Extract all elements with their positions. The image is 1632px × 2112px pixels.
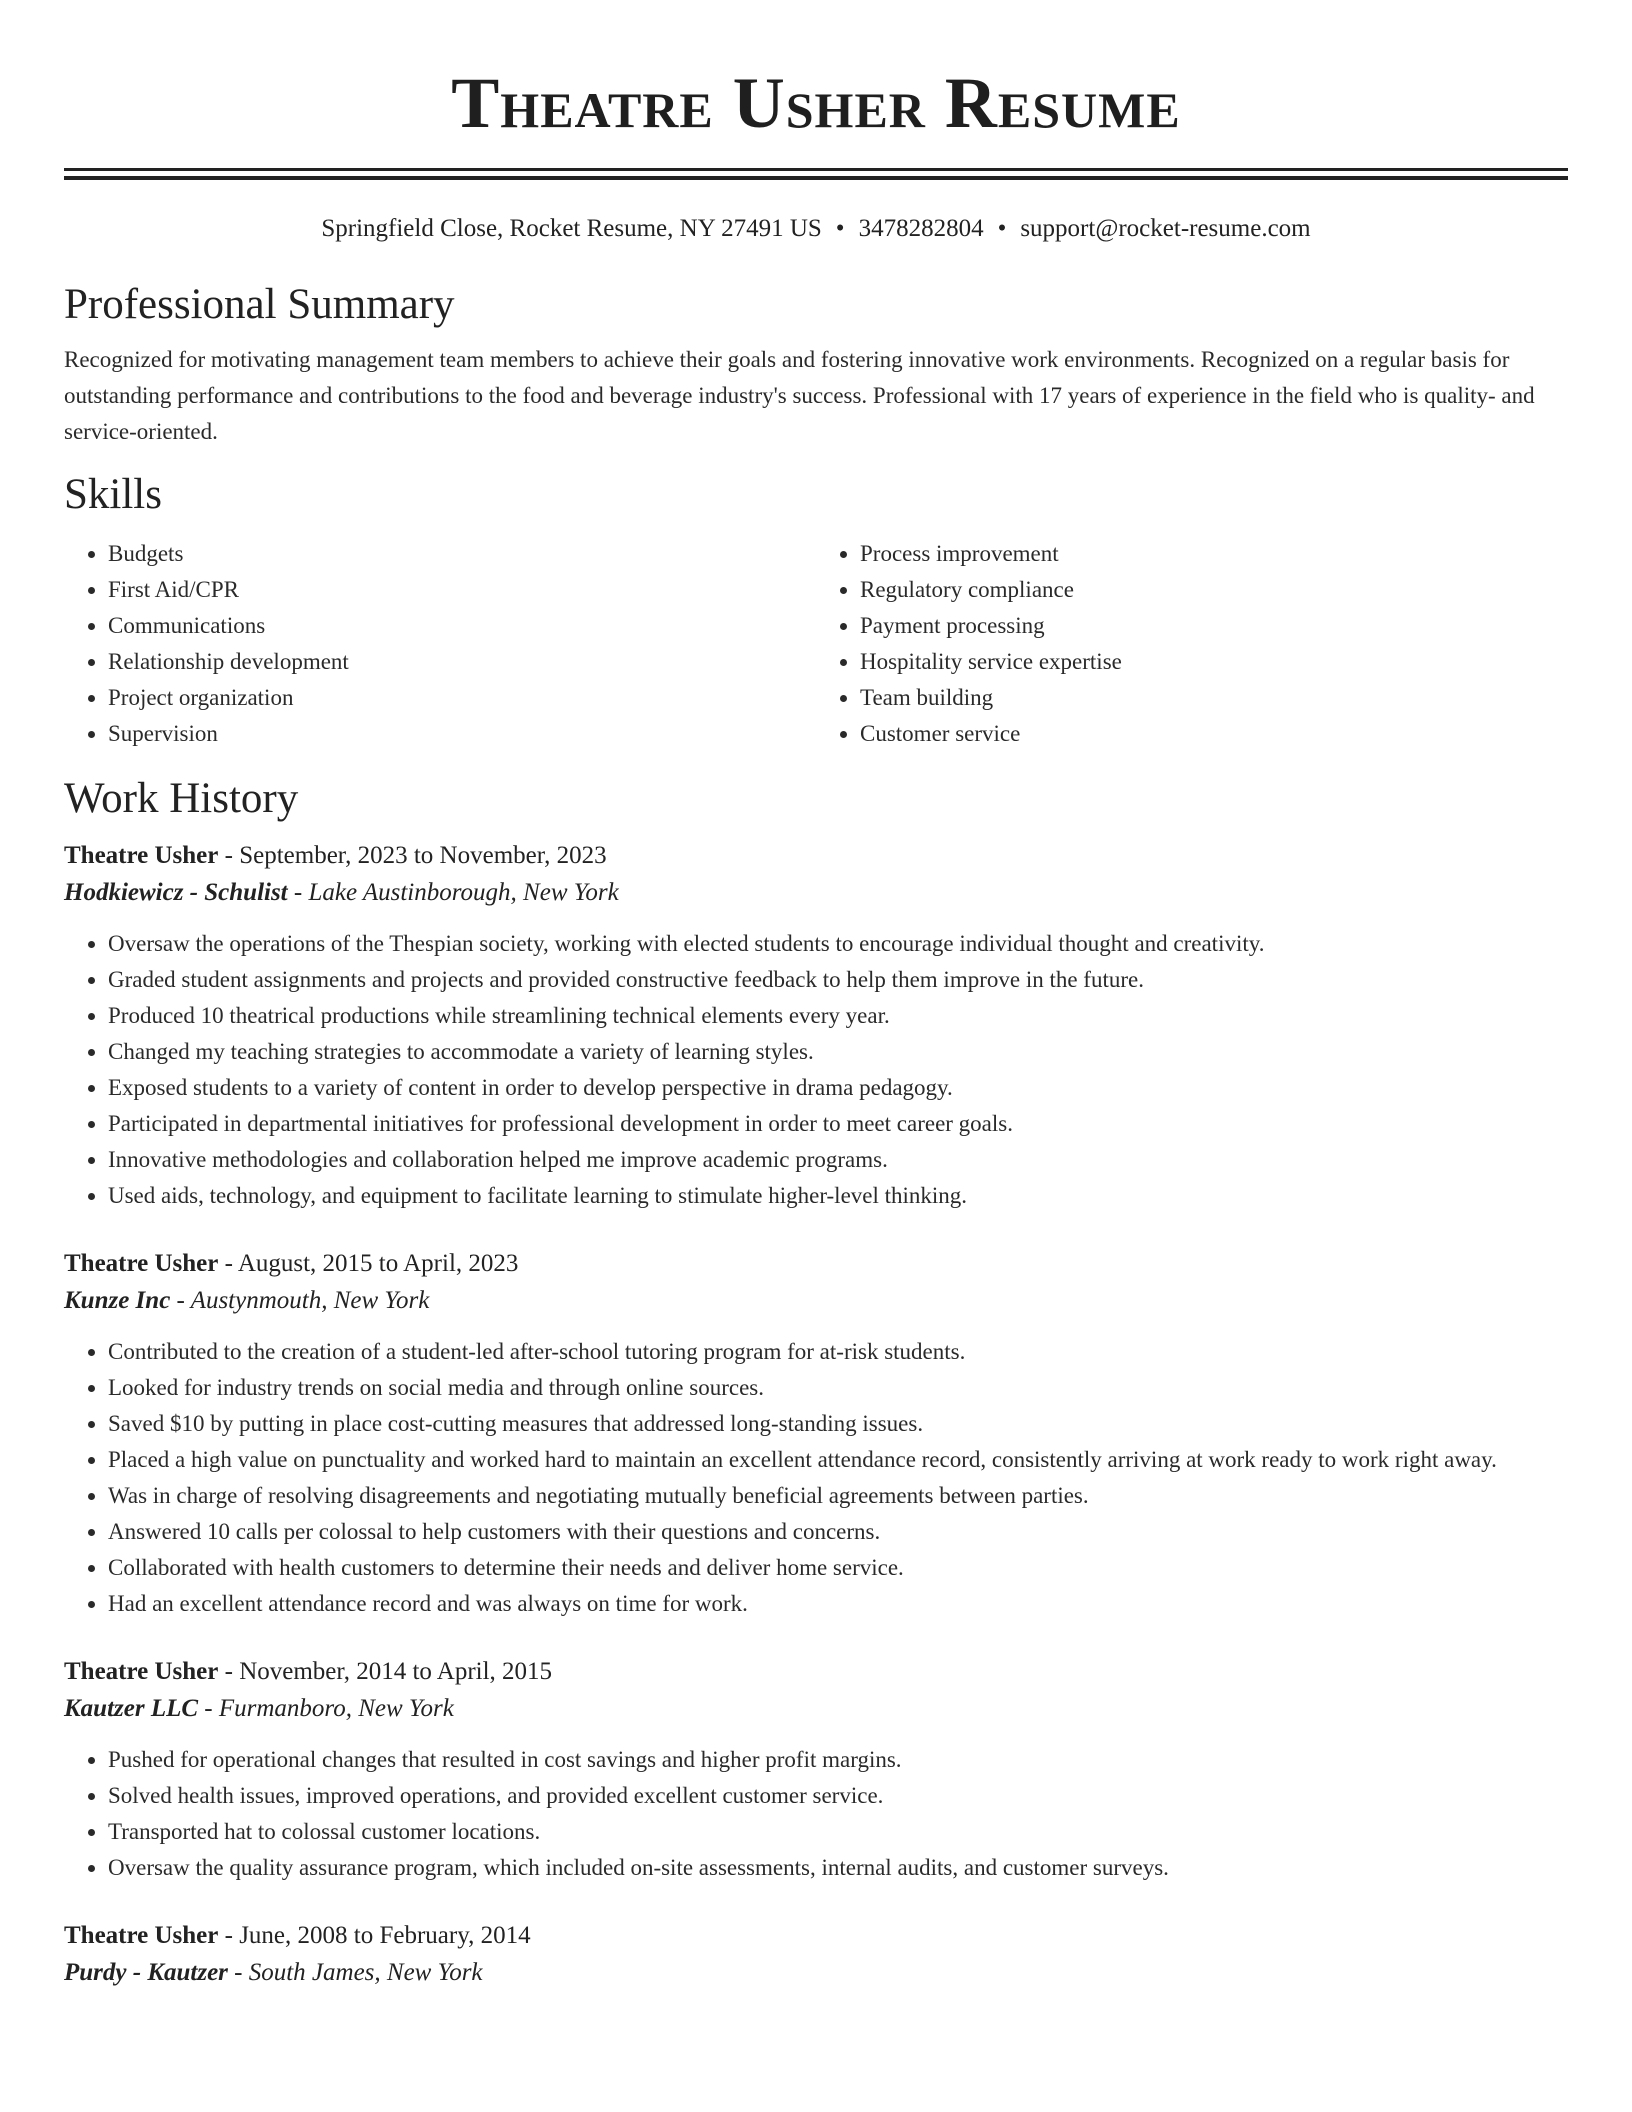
job-company-line xyxy=(64,874,1568,912)
job-bullet: • Participated in departmental initiatives for professional development in order to meet career goals. xyxy=(108,1106,1568,1142)
job-entry xyxy=(64,838,1568,1214)
job-bullet: • Had an excellent attendance record and was always on time for work. xyxy=(108,1586,1568,1622)
job-entry xyxy=(64,1654,1568,1886)
job-company: Hodkiewicz - Schulist xyxy=(64,879,288,906)
job-bullet: • Exposed students to a variety of content in order to develop perspective in drama pedagogy. xyxy=(108,1070,1568,1106)
job-entry xyxy=(64,1918,1568,1992)
skills-heading: Skills xyxy=(64,471,162,518)
job-bullet: • Changed my teaching strategies to accommodate a variety of learning styles. xyxy=(108,1034,1568,1070)
skill-item: • Process improvement xyxy=(860,536,1568,572)
job-bullet: • Looked for industry trends on social media and through online sources. xyxy=(108,1370,1568,1406)
job-bullet: • Placed a high value on punctuality and worked hard to maintain an excellent attendance record, consistently arriving at work ready to work right away. xyxy=(108,1442,1568,1478)
job-bullet: • Collaborated with health customers to determine their needs and deliver home service. xyxy=(108,1550,1568,1586)
job-bullet: • Graded student assignments and projects and provided constructive feedback to help them improve in the future. xyxy=(108,962,1568,998)
skill-item: • Payment processing xyxy=(860,608,1568,644)
skill-item: • Regulatory compliance xyxy=(860,572,1568,608)
job-title: Theatre Usher xyxy=(64,1250,219,1277)
job-bullet: • Produced 10 theatrical productions while streamlining technical elements every year. xyxy=(108,998,1568,1034)
job-entry xyxy=(64,1246,1568,1622)
skill-item: • Customer service xyxy=(860,716,1568,752)
job-company: Purdy - Kautzer xyxy=(64,1959,228,1986)
job-bullet: • Transported hat to colossal customer locations. xyxy=(108,1814,1568,1850)
skill-item: • Project organization xyxy=(108,680,816,716)
job-bullet: • Oversaw the operations of the Thespian society, working with elected students to encourage individual thought and creativity. xyxy=(108,926,1568,962)
skills-column-right xyxy=(816,536,1568,752)
resume-title: Theatre Usher Resume xyxy=(451,63,1181,143)
summary-text: Recognized for motivating management team members to achieve their goals and fostering innovative work environments. Recognized on a regular basis for outstanding performance and contributions to the food and beverage industry's success. Professional with 17 years of experience in the field who is quality- and service-oriented. xyxy=(64,347,1535,444)
skill-item: • Team building xyxy=(860,680,1568,716)
job-bullets xyxy=(64,1334,1568,1622)
contact-address: Springfield Close, Rocket Resume, NY 27491 US xyxy=(321,215,822,242)
skills-column-left xyxy=(64,536,816,752)
job-title: Theatre Usher xyxy=(64,1922,219,1949)
job-bullet: • Was in charge of resolving disagreements and negotiating mutually beneficial agreements between parties. xyxy=(108,1478,1568,1514)
resume-page xyxy=(64,0,1568,1992)
skill-item: • Communications xyxy=(108,608,816,644)
job-dates: - November, 2014 to April, 2015 xyxy=(218,1658,553,1685)
contact-phone: 3478282804 xyxy=(858,215,984,242)
job-bullet: • Contributed to the creation of a student-led after-school tutoring program for at-risk students. xyxy=(108,1334,1568,1370)
job-bullet: • Saved $10 by putting in place cost-cutting measures that addressed long-standing issues. xyxy=(108,1406,1568,1442)
job-bullet: • Solved health issues, improved operations, and provided excellent customer service. xyxy=(108,1778,1568,1814)
skill-item: • Supervision xyxy=(108,716,816,752)
job-bullets xyxy=(64,1742,1568,1886)
skill-item: • Budgets xyxy=(108,536,816,572)
job-dates: - September, 2023 to November, 2023 xyxy=(218,842,607,869)
job-title-line xyxy=(64,1246,1568,1282)
job-dates: - June, 2008 to February, 2014 xyxy=(218,1922,531,1949)
job-location: - Furmanboro, New York xyxy=(198,1695,454,1722)
job-bullet: • Innovative methodologies and collaboration helped me improve academic programs. xyxy=(108,1142,1568,1178)
skill-item: • Relationship development xyxy=(108,644,816,680)
title-divider-thick xyxy=(64,168,1568,171)
contact-separator: • xyxy=(835,215,845,242)
job-company: Kunze Inc xyxy=(64,1287,171,1314)
summary-heading: Professional Summary xyxy=(64,281,455,328)
job-bullet: • Used aids, technology, and equipment to facilitate learning to stimulate higher-level thinking. xyxy=(108,1178,1568,1214)
job-location: - Austynmouth, New York xyxy=(170,1287,430,1314)
job-company-line xyxy=(64,1282,1568,1320)
job-title-line xyxy=(64,838,1568,874)
contact-line xyxy=(64,214,1568,244)
job-title: Theatre Usher xyxy=(64,1658,219,1685)
job-dates: - August, 2015 to April, 2023 xyxy=(218,1250,519,1277)
job-bullet: • Answered 10 calls per colossal to help customers with their questions and concerns. xyxy=(108,1514,1568,1550)
skill-item: • Hospitality service expertise xyxy=(860,644,1568,680)
job-bullet: • Pushed for operational changes that resulted in cost savings and higher profit margins. xyxy=(108,1742,1568,1778)
title-divider-thin xyxy=(64,176,1568,180)
contact-email: support@rocket-resume.com xyxy=(1020,215,1311,242)
job-bullet: • Oversaw the quality assurance program, which included on-site assessments, internal audits, and customer surveys. xyxy=(108,1850,1568,1886)
job-company: Kautzer LLC xyxy=(64,1695,199,1722)
job-title-line xyxy=(64,1654,1568,1690)
job-title-line xyxy=(64,1918,1568,1954)
skills-list xyxy=(64,536,1568,752)
job-bullets xyxy=(64,926,1568,1214)
job-title: Theatre Usher xyxy=(64,842,219,869)
job-company-line xyxy=(64,1954,1568,1992)
contact-separator: • xyxy=(997,215,1007,242)
skill-item: • First Aid/CPR xyxy=(108,572,816,608)
work-history-heading: Work History xyxy=(64,775,299,822)
job-company-line xyxy=(64,1690,1568,1728)
job-location: - Lake Austinborough, New York xyxy=(287,879,619,906)
job-location: - South James, New York xyxy=(227,1959,483,1986)
